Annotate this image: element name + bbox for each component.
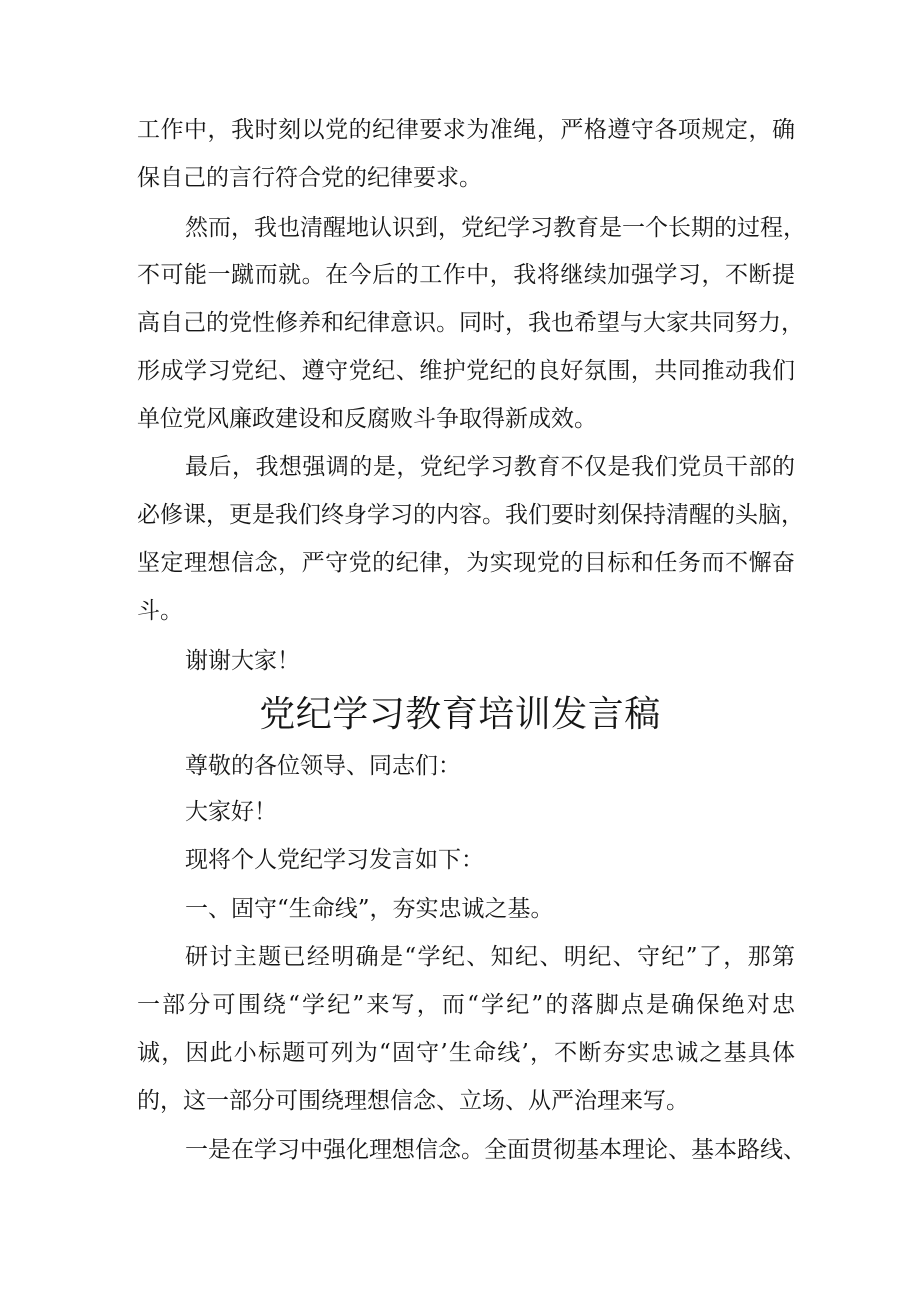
text-line: 高自己的党性修养和纪律意识。同时，我也希望与大家共同努力， [137, 310, 804, 336]
text-line: 形成学习党纪、遵守党纪、维护党纪的良好氛围，共同推动我们 [137, 358, 795, 384]
closing-line: 谢谢大家！ [185, 648, 300, 674]
text-line: 一是在学习中强化理想信念。全面贯彻基本理论、基本路线、 [185, 1137, 806, 1163]
document-title: 党纪学习教育培训发言稿 [259, 694, 661, 735]
text-line: 必修课，更是我们终身学习的内容。我们要时刻保持清醒的头脑， [137, 502, 804, 528]
text-line: 研讨主题已经明确是“学纪、知纪、明纪、守纪”了，那第 [185, 944, 795, 970]
text-line: 一部分可围绕“学纪”来写，而“学纪”的落脚点是确保绝对忠 [137, 992, 795, 1018]
intro-line: 现将个人党纪学习发言如下： [185, 847, 484, 873]
text-line: 斗。 [137, 598, 183, 624]
text-line: 坚定理想信念，严守党的纪律，为实现党的目标和任务而不懈奋 [137, 550, 795, 576]
text-line: 的，这一部分可围绕理想信念、立场、从严治理来写。 [137, 1088, 689, 1114]
text-line: 最后，我想强调的是，党纪学习教育不仅是我们党员干部的 [185, 454, 795, 480]
salutation-line: 尊敬的各位领导、同志们： [185, 753, 461, 779]
text-line: 然而，我也清醒地认识到，党纪学习教育是一个长期的过程， [185, 215, 806, 241]
greeting-line: 大家好！ [185, 799, 277, 825]
text-line: 不可能一蹴而就。在今后的工作中，我将继续加强学习，不断提 [137, 262, 795, 288]
text-line: 诚，因此小标题可列为“固守’生命线’，不断夯实忠诚之基具体 [137, 1040, 795, 1066]
section-heading: 一、固守“生命线”，夯实忠诚之基。 [185, 896, 554, 922]
text-line: 工作中，我时刻以党的纪律要求为准绳，严格遵守各项规定，确 [137, 117, 795, 143]
text-line: 单位党风廉政建设和反腐败斗争取得新成效。 [137, 406, 597, 432]
text-line: 保自己的言行符合党的纪律要求。 [137, 165, 482, 191]
